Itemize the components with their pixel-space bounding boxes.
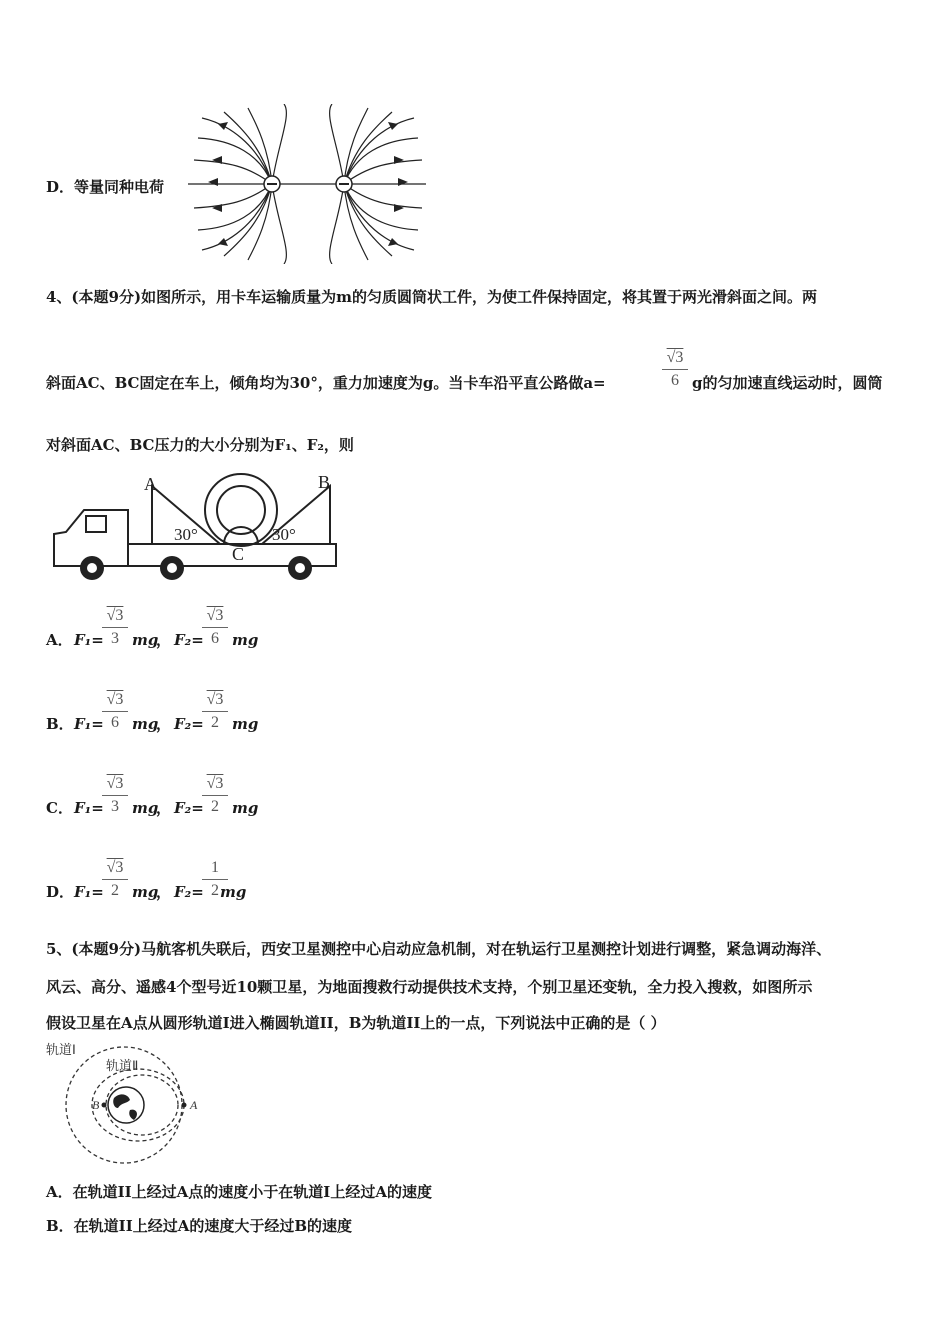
q4-option-mg1: mg — [132, 883, 159, 901]
q4-option-f2: F₂= — [174, 715, 204, 733]
q4-option-label: C． — [46, 799, 73, 817]
label-orbit-A: A — [190, 1098, 198, 1112]
fraction-denominator: 6 — [111, 714, 119, 731]
q4-option-mg2: mg — [232, 631, 259, 649]
q4-option-label: B． — [46, 715, 74, 733]
q3-option-d: D．等量同种电荷 — [46, 178, 165, 196]
q4-option-f2: F₂= — [174, 631, 204, 649]
q4-option-mg1: mg — [132, 631, 159, 649]
fraction-numerator: √3 — [206, 691, 224, 708]
q4-option-f2-fraction — [202, 774, 228, 817]
q4-option-sep: ， — [156, 799, 172, 817]
fraction-denominator: 3 — [111, 630, 119, 647]
q4-option-f2: F₂= — [174, 799, 204, 817]
q5-stem-line1: 5、(本题9分)马航客机失联后，西安卫星测控中心启动应急机制，对在轨运行卫星测控计划进行调整，紧急调动海洋、 — [46, 940, 832, 958]
q4-option-mg2: mg — [220, 883, 247, 901]
label-C: C — [232, 544, 245, 564]
q4-option-f1: F₁= — [74, 883, 104, 901]
label-angle-right: 30° — [272, 525, 296, 544]
q4-option-f2-fraction — [202, 690, 228, 733]
q4-option-label: A． — [46, 631, 73, 649]
q4-option-f1: F₁= — [74, 799, 104, 817]
fraction-denominator: 2 — [211, 714, 219, 731]
q4-option-mg2: mg — [232, 799, 259, 817]
label-B: B — [318, 472, 331, 492]
field-lines-figure — [188, 104, 428, 264]
q5-option-a: A．在轨道II上经过A点的速度小于在轨道I上经过A的速度 — [46, 1183, 432, 1201]
q5-stem-line2: 风云、高分、遥感4个型号近10颗卫星，为地面搜救行动提供技术支持，个别卫星还变轨，全力投入搜救，如图所示 — [46, 978, 813, 996]
q4-option-f2: F₂= — [174, 883, 204, 901]
label-angle-left: 30° — [174, 525, 198, 544]
fraction-denominator: 6 — [211, 630, 219, 647]
fraction-denominator: 3 — [111, 798, 119, 815]
q4-option-mg2: mg — [232, 715, 259, 733]
q4-option-mg1: mg — [132, 715, 159, 733]
q4-option-mg1: mg — [132, 799, 159, 817]
label-A: A — [144, 474, 157, 494]
fraction-numerator: √3 — [206, 775, 224, 792]
q4-option-sep: ， — [156, 631, 172, 649]
q5-option-b: B．在轨道II上经过A的速度大于经过B的速度 — [46, 1217, 353, 1235]
q5-stem-line3: 假设卫星在A点从圆形轨道I进入椭圆轨道II，B为轨道II上的一点，下列说法中正确的是（ ） — [46, 1014, 666, 1032]
q4-option-f1-fraction — [102, 606, 128, 649]
truck-figure — [48, 472, 348, 584]
orbit-figure — [42, 1042, 232, 1172]
q4-option-sep: ， — [156, 715, 172, 733]
q4-option-sep: ， — [156, 883, 172, 901]
label-orbit1: 轨道Ⅰ — [46, 1042, 76, 1057]
label-orbit2: 轨道Ⅱ — [106, 1058, 139, 1073]
q4-option-f2-fraction — [202, 606, 228, 649]
label-orbit-B: B — [92, 1098, 100, 1112]
q4-option-label: D． — [46, 883, 75, 901]
q4-option-f1-fraction — [102, 690, 128, 733]
fraction-denominator: 2 — [211, 798, 219, 815]
q4-option-f1-fraction — [102, 774, 128, 817]
q4-stem-line3: 对斜面AC、BC压力的大小分别为F₁、F₂，则 — [46, 436, 354, 454]
fraction-numerator: √3 — [106, 775, 124, 792]
fraction-numerator: √3 — [106, 859, 124, 876]
q4-option-f1: F₁= — [74, 715, 104, 733]
q4-accel-den: 6 — [671, 372, 679, 389]
q4-stem-line1: 4、(本题9分)如图所示，用卡车运输质量为m的匀质圆筒状工件，为使工件保持固定，将其置于两光滑斜面之间。两 — [46, 288, 817, 306]
q4-stem-line2a: 斜面AC、BC固定在车上，倾角均为30°，重力加速度为g。当卡车沿平直公路做a= — [46, 374, 606, 392]
q4-option-f1-fraction — [102, 858, 128, 901]
fraction-denominator: 2 — [111, 882, 119, 899]
fraction-numerator: 1 — [211, 859, 219, 876]
q4-stem-line2b: g的匀加速直线运动时，圆筒 — [692, 374, 883, 392]
q4-option-f1: F₁= — [74, 631, 104, 649]
fraction-denominator: 2 — [211, 882, 219, 899]
q4-accel-fraction — [662, 348, 688, 391]
fraction-numerator: √3 — [206, 607, 224, 624]
fraction-numerator: √3 — [106, 607, 124, 624]
q4-accel-num: √3 — [666, 349, 684, 366]
fraction-numerator: √3 — [106, 691, 124, 708]
